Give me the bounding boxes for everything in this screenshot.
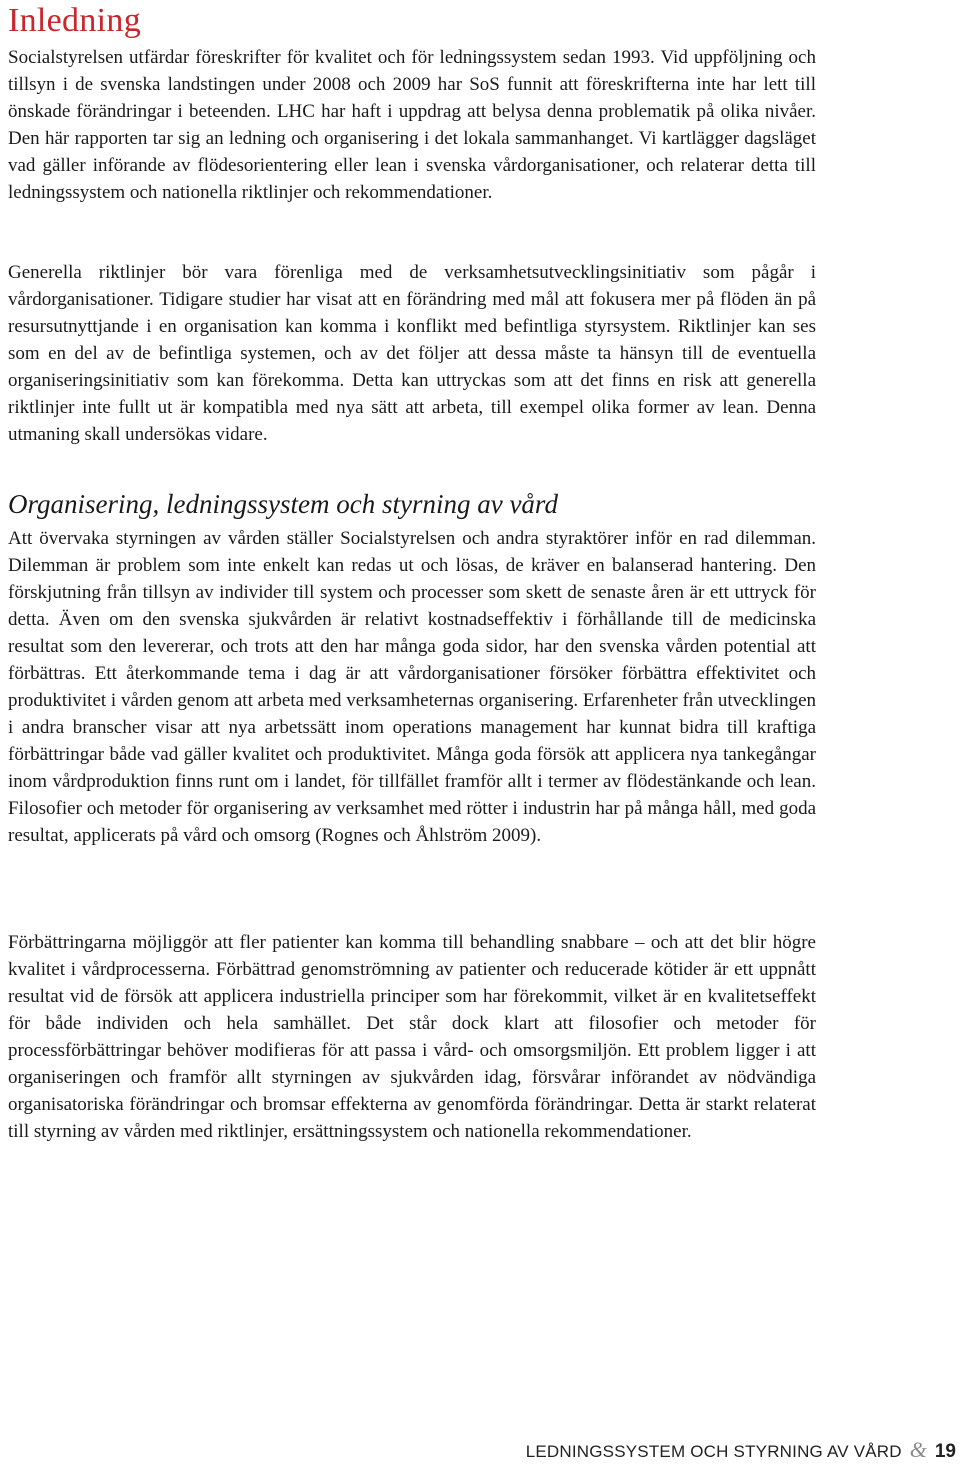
section-paragraph-2: Förbättringarna möjliggör att fler patienter kan komma till behandling snabbare – och att det blir högre kvalitet i vårdprocesserna. Förbättrad genomströmning av patienter och reducerade kötider är ett uppnått resultat vid de försök att applicera industriella principer som har förekommit, vilket är en kvalitetseffekt för både individen och hela samhället. Det står dock klart att filosofier och metoder för processförbättringar behöver modifieras för att passa i vård- och omsorgsmiljön. Ett problem ligger i att organiseringen och framför allt styrningen av sjukvården idag, försvårar införandet av nödvändiga organisatoriska förändringar och bromsar effekterna av genomförda förändringar. Detta är starkt relaterat till styrning av vården med riktlinjer, ersättningssystem och nationella rekommendationer. xyxy=(8,932,816,1142)
page-footer xyxy=(526,1437,956,1465)
page-number: 19 xyxy=(934,1441,956,1462)
section-paragraph-1: Att övervaka styrningen av vården ställer Socialstyrelsen och andra styraktörer inför en rad dilemman. Dilemman är problem som inte enkelt kan redas ut och lösas, de kräver en balanserad hantering. Den förskjutning från tillsyn av individer till system och processer som skett de senaste åren är ett uttryck för detta. Även om den svenska sjukvården är relativt kostnadseffektiv i förhållande till de medicinska resultat som den levererar, och trots att den har många goda sidor, har den svenska vården potential att förbättras. Ett återkommande tema i dag är att vårdorganisationer försöker förbättra effektivitet och produktivitet i vården genom att arbeta med verksamheternas organisering. Erfarenheter från utvecklingen i andra branscher visar att nya arbetssätt inom operations management har kunnat bidra till kraftiga förbättringar både vad gäller kvalitet och produktivitet. Många goda försök att applicera nya tankegångar inom vårdproduktion finns runt om i landet, för tillfället framför allt i termer av flödestänkande och lean. Filosofier och metoder för organisering av verksamhet med rötter i industrin har på många håll, med goda resultat, applicerats på vård och omsorg (Rognes och Åhlström 2009). xyxy=(8,528,816,846)
chapter-title: Inledning xyxy=(8,2,142,39)
section-heading: Organisering, ledningssystem och styrning av vård xyxy=(8,489,558,519)
intro-paragraph-2: Generella riktlinjer bör vara förenliga med de verksamhetsutvecklingsinitiativ som pågår i vårdorganisationer. Tidigare studier har visat att en förändring med mål att fokusera mer på flöden än på resursutnyttjande i en organisation kan komma i konflikt med befintliga styrsystem. Riktlinjer kan ses som en del av de befintliga systemen, och av det följer att dessa måste ta hänsyn till de eventuella organiseringsinitiativ som kan förekomma. Detta kan uttryckas som att det finns en risk att generella riktlinjer inte fullt ut är kompatibla med nya sätt att arbeta, till exempel olika former av lean. Denna utmaning skall undersökas vidare. xyxy=(8,262,816,445)
intro-paragraph-1: Socialstyrelsen utfärdar föreskrifter för kvalitet och för ledningssystem sedan 1993. Vid uppföljning och tillsyn i de svenska landstingen under 2008 och 2009 har SoS funnit att föreskrifterna inte har lett till önskade förändringar i beteenden. LHC har haft i uppdrag att belysa denna problematik på olika nivåer. Den här rapporten tar sig an ledning och organisering i det lokala sammanhanget. Vi kartlägger dagsläget vad gäller införande av flödesorientering eller lean i svenska vårdorganisationer, och relaterar detta till ledningssystem och nationella riktlinjer och rekommendationer. xyxy=(8,47,816,203)
footer-running-title: LEDNINGSSYSTEM OCH STYRNING AV VÅRD xyxy=(525,1442,902,1461)
footer-ampersand-ornament: & xyxy=(909,1437,927,1462)
